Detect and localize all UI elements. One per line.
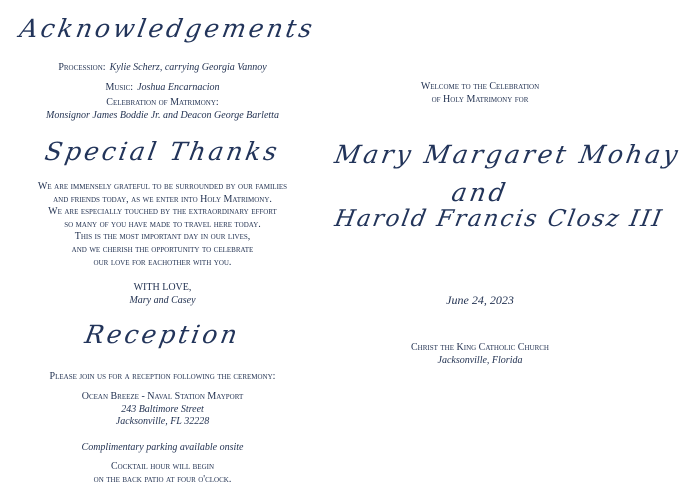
thanks-line: This is the most important day in our lives, [74,231,251,243]
program-inside-panel [17,0,318,490]
signature: Mary and Casey [129,294,196,306]
procession-line [20,57,305,75]
celebration-label: Celebration of Matrimony: [106,97,219,108]
thanks-line: and we cherish the opportunity to celebrate [71,243,254,255]
cocktail-line-2: on the back patio at four o'clock. [93,473,232,485]
welcome-line-1: Welcome to the Celebration [420,81,540,92]
date-line [335,291,625,309]
venue-block [20,391,305,429]
bride-name: Mary Margaret Mohay [332,140,683,169]
welcome-line-2: of Holy Matrimony for [431,93,529,105]
thanks-line: our love for eachother with you. [93,256,232,268]
thanks-line: and friends today, as we enter into Holy Matrimony. [53,193,272,205]
church-block [335,342,625,367]
cocktail-line-1: Cocktail hour will begin [110,461,215,472]
church-name: Christ the King Catholic Church [411,342,549,353]
program-cover-panel [332,0,683,490]
groom-name: Harold Francis Closz III [332,206,666,232]
closing-block [20,282,305,307]
parking-line [20,437,305,455]
closing-text: WITH LOVE, [133,282,192,293]
address-line-2: Jacksonville, FL 32228 [115,416,210,428]
reception-heading: Reception [82,320,243,349]
celebration-block [20,97,305,122]
thanks-message [20,181,305,269]
venue-name: Ocean Breeze - Naval Station Mayport [81,391,244,402]
address-line-1: 243 Baltimore Street [121,403,204,415]
church-location: Jacksonville, Florida [437,354,523,366]
welcome-block [335,81,625,106]
reception-invite: Please join us for a reception following the ceremony: [49,371,276,382]
music-label: Music: [105,82,134,93]
wedding-date: June 24, 2023 [446,293,514,307]
reception-invite-line [20,366,305,384]
thanks-line: We are immensely grateful to be surrounded by our families [37,181,288,192]
thanks-line: so many of you have made to travel here today. [64,218,261,230]
music-value: Joshua Encarnacion [137,82,220,93]
and-connector: and [449,178,511,207]
special-thanks-heading: Special Thanks [42,137,283,166]
procession-value: Kylie Scherz, carrying Georgia Vannoy [109,62,267,73]
music-line [20,77,305,95]
cocktail-block [20,461,305,486]
thanks-line: We are especially touched by the extraordinary effort [48,206,277,218]
acknowledgements-heading: Acknowledgements [17,14,318,43]
parking-note: Complimentary parking available onsite [81,442,244,453]
procession-label: Procession: [58,62,106,73]
celebration-value: Monsignor James Boddie Jr. and Deacon George Barletta [46,109,279,121]
